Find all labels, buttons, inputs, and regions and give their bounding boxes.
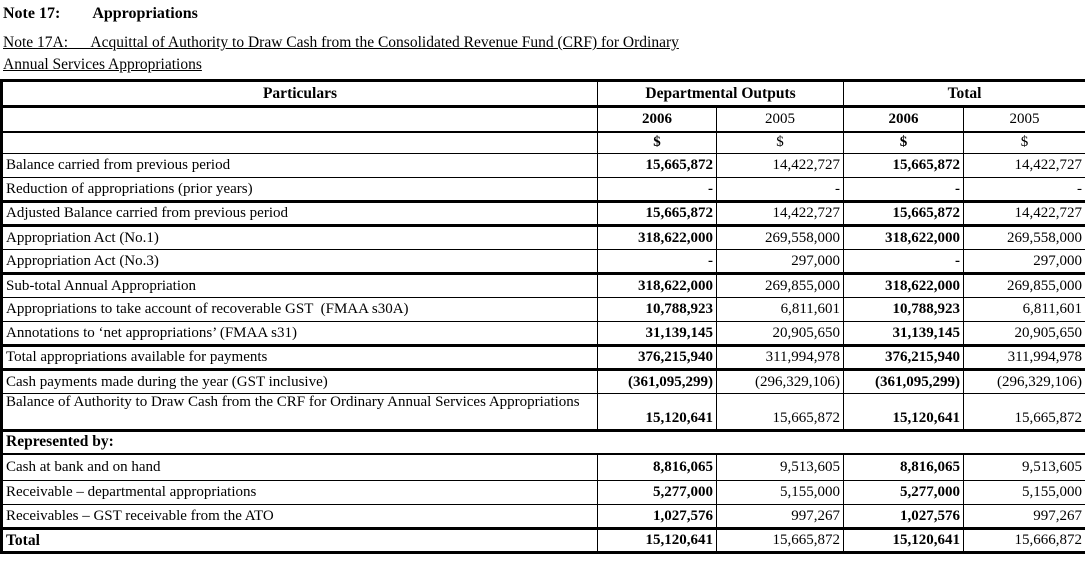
row-value: 376,215,940 bbox=[844, 346, 964, 370]
row-value: 15,120,641 bbox=[598, 529, 717, 553]
row-value: 15,120,641 bbox=[598, 394, 717, 431]
row-value: 15,665,872 bbox=[844, 154, 964, 178]
row-label: Cash payments made during the year (GST inclusive) bbox=[2, 370, 598, 394]
row-value: 14,422,727 bbox=[717, 154, 844, 178]
row-label: Appropriation Act (No.1) bbox=[2, 226, 598, 250]
row-value: 8,816,065 bbox=[598, 454, 717, 481]
row-value: - bbox=[598, 178, 717, 202]
table-row bbox=[2, 529, 1085, 553]
note-subtitle-line2: Annual Services Appropriations bbox=[3, 56, 202, 73]
row-label: Appropriation Act (No.3) bbox=[2, 250, 598, 274]
row-value: 31,139,145 bbox=[598, 322, 717, 346]
header-row-currency bbox=[2, 132, 1085, 154]
row-value: (361,095,299) bbox=[844, 370, 964, 394]
row-value: 318,622,000 bbox=[598, 226, 717, 250]
row-value: 5,155,000 bbox=[964, 481, 1085, 505]
row-value: 15,120,641 bbox=[844, 529, 964, 553]
row-label: Appropriations to take account of recoverable GST (FMAA s30A) bbox=[2, 298, 598, 322]
row-value: - bbox=[844, 178, 964, 202]
row-value: 297,000 bbox=[964, 250, 1085, 274]
header-year-dept-2006: 2006 bbox=[598, 107, 717, 132]
row-value: 15,665,872 bbox=[598, 202, 717, 226]
row-value: 10,788,923 bbox=[598, 298, 717, 322]
table-row bbox=[2, 505, 1085, 529]
table-row bbox=[2, 226, 1085, 250]
row-value: 997,267 bbox=[964, 505, 1085, 529]
row-value: 8,816,065 bbox=[844, 454, 964, 481]
header-currency-dept-2005: $ bbox=[717, 132, 844, 154]
table-row bbox=[2, 322, 1085, 346]
section-label: Represented by: bbox=[2, 431, 1085, 454]
table-row bbox=[2, 370, 1085, 394]
table-row bbox=[2, 298, 1085, 322]
header-empty-cell bbox=[2, 107, 598, 132]
note-heading bbox=[0, 0, 1085, 74]
row-value: 1,027,576 bbox=[844, 505, 964, 529]
row-value: 15,120,641 bbox=[844, 394, 964, 431]
row-value: - bbox=[717, 178, 844, 202]
row-value: 311,994,978 bbox=[717, 346, 844, 370]
table-row bbox=[2, 250, 1085, 274]
row-value: 5,277,000 bbox=[844, 481, 964, 505]
note-title-text: Appropriations bbox=[92, 5, 198, 22]
row-value: (296,329,106) bbox=[717, 370, 844, 394]
table-row bbox=[2, 394, 1085, 431]
row-label: Balance of Authority to Draw Cash from the CRF for Ordinary Annual Services Appropriations bbox=[2, 394, 598, 431]
header-empty-cell bbox=[2, 132, 598, 154]
row-value: 20,905,650 bbox=[717, 322, 844, 346]
row-value: 9,513,605 bbox=[717, 454, 844, 481]
table-row bbox=[2, 202, 1085, 226]
row-value: 376,215,940 bbox=[598, 346, 717, 370]
row-value: 6,811,601 bbox=[964, 298, 1085, 322]
row-value: 31,139,145 bbox=[844, 322, 964, 346]
row-value: 15,665,872 bbox=[717, 394, 844, 431]
note-title-label: Note 17: bbox=[3, 5, 61, 22]
note-subtitle-line1: Note 17A: Acquittal of Authority to Draw Cash from the Consolidated Revenue Fund (CRF) for Ordinary bbox=[3, 34, 679, 51]
row-label: Cash at bank and on hand bbox=[2, 454, 598, 481]
row-label: Sub-total Annual Appropriation bbox=[2, 274, 598, 298]
appropriations-table bbox=[0, 79, 1085, 554]
header-year-dept-2005: 2005 bbox=[717, 107, 844, 132]
row-value: 14,422,727 bbox=[964, 154, 1085, 178]
row-value: 318,622,000 bbox=[844, 274, 964, 298]
row-value: 9,513,605 bbox=[964, 454, 1085, 481]
row-value: 14,422,727 bbox=[717, 202, 844, 226]
row-value: 14,422,727 bbox=[964, 202, 1085, 226]
row-value: 311,994,978 bbox=[964, 346, 1085, 370]
row-label: Total bbox=[2, 529, 598, 553]
row-label: Receivables – GST receivable from the ATO bbox=[2, 505, 598, 529]
table-row bbox=[2, 346, 1085, 370]
header-currency-total-2006: $ bbox=[844, 132, 964, 154]
row-label: Reduction of appropriations (prior years) bbox=[2, 178, 598, 202]
row-value: 15,666,872 bbox=[964, 529, 1085, 553]
note-title bbox=[3, 4, 1085, 23]
row-value: - bbox=[598, 250, 717, 274]
row-value: 15,665,872 bbox=[598, 154, 717, 178]
row-value: 10,788,923 bbox=[844, 298, 964, 322]
row-value: 15,665,872 bbox=[964, 394, 1085, 431]
row-value: 1,027,576 bbox=[598, 505, 717, 529]
row-value: 5,277,000 bbox=[598, 481, 717, 505]
header-row-years bbox=[2, 107, 1085, 132]
table-body bbox=[2, 154, 1085, 553]
header-row-groups bbox=[2, 81, 1085, 107]
header-year-total-2005: 2005 bbox=[964, 107, 1085, 132]
row-value: - bbox=[964, 178, 1085, 202]
row-value: 269,855,000 bbox=[964, 274, 1085, 298]
header-currency-dept-2006: $ bbox=[598, 132, 717, 154]
row-value: 997,267 bbox=[717, 505, 844, 529]
header-particulars: Particulars bbox=[2, 81, 598, 107]
table-row bbox=[2, 481, 1085, 505]
row-value: 269,558,000 bbox=[964, 226, 1085, 250]
row-value: 5,155,000 bbox=[717, 481, 844, 505]
table-header bbox=[2, 81, 1085, 154]
table-row bbox=[2, 178, 1085, 202]
row-value: 15,665,872 bbox=[717, 529, 844, 553]
table-row bbox=[2, 154, 1085, 178]
table-row bbox=[2, 454, 1085, 481]
row-value: 20,905,650 bbox=[964, 322, 1085, 346]
row-value: 318,622,000 bbox=[844, 226, 964, 250]
header-group-total: Total bbox=[844, 81, 1085, 107]
row-value: 318,622,000 bbox=[598, 274, 717, 298]
header-currency-total-2005: $ bbox=[964, 132, 1085, 154]
row-label: Receivable – departmental appropriations bbox=[2, 481, 598, 505]
header-group-departmental-outputs: Departmental Outputs bbox=[598, 81, 844, 107]
header-year-total-2006: 2006 bbox=[844, 107, 964, 132]
table-row bbox=[2, 274, 1085, 298]
row-value: 297,000 bbox=[717, 250, 844, 274]
row-label: Balance carried from previous period bbox=[2, 154, 598, 178]
row-label: Annotations to ‘net appropriations’ (FMAA s31) bbox=[2, 322, 598, 346]
row-label: Total appropriations available for payments bbox=[2, 346, 598, 370]
table-row bbox=[2, 431, 1085, 454]
row-value: (361,095,299) bbox=[598, 370, 717, 394]
row-value: - bbox=[844, 250, 964, 274]
row-value: 15,665,872 bbox=[844, 202, 964, 226]
row-value: 269,558,000 bbox=[717, 226, 844, 250]
row-value: (296,329,106) bbox=[964, 370, 1085, 394]
row-label: Adjusted Balance carried from previous period bbox=[2, 202, 598, 226]
row-value: 269,855,000 bbox=[717, 274, 844, 298]
row-value: 6,811,601 bbox=[717, 298, 844, 322]
